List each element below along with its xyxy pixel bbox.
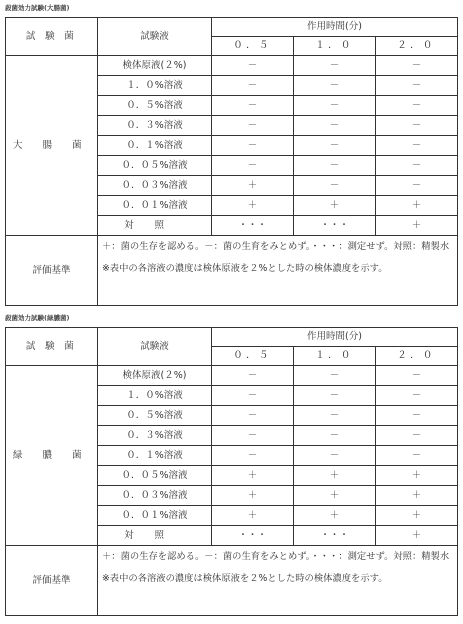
- solution-name-control: 対照: [98, 216, 212, 236]
- result-cell: ・・・: [212, 526, 294, 546]
- result-cell: －: [294, 56, 376, 76]
- solution-name: ０．１%溶液: [98, 446, 212, 466]
- result-cell: ＋: [212, 176, 294, 196]
- header-action-time: 作用時間(分): [212, 328, 458, 347]
- result-cell: －: [376, 426, 458, 446]
- evaluation-note: ※表中の各溶液の濃度は検体原液を２%とした時の検体濃度を示す。: [102, 263, 388, 275]
- result-cell: －: [294, 156, 376, 176]
- result-cell: ＋: [212, 466, 294, 486]
- result-cell: －: [212, 56, 294, 76]
- result-cell: －: [376, 96, 458, 116]
- header-time-1-0: １．０: [294, 347, 376, 366]
- result-cell: －: [376, 176, 458, 196]
- table-caption: 殺菌効力試験(緑膿菌): [5, 314, 70, 322]
- result-cell: ・・・: [212, 216, 294, 236]
- result-cell: ＋: [294, 196, 376, 216]
- result-cell: －: [294, 406, 376, 426]
- solution-name: 検体原液(２%): [98, 366, 212, 386]
- result-cell: －: [294, 96, 376, 116]
- result-cell: －: [376, 386, 458, 406]
- header-time-0-5: ０．５: [212, 347, 294, 366]
- result-cell: －: [212, 426, 294, 446]
- result-cell: －: [212, 76, 294, 96]
- result-cell: －: [294, 386, 376, 406]
- solution-name: ０．０５%溶液: [98, 156, 212, 176]
- result-cell: ＋: [376, 196, 458, 216]
- result-cell: －: [294, 116, 376, 136]
- result-cell: ＋: [376, 486, 458, 506]
- solution-name: ０．５%溶液: [98, 406, 212, 426]
- result-cell: ＋: [376, 466, 458, 486]
- result-cell: －: [376, 366, 458, 386]
- result-cell: ＋: [212, 486, 294, 506]
- evaluation-text: [98, 236, 458, 306]
- result-cell: －: [294, 76, 376, 96]
- result-cell: －: [294, 426, 376, 446]
- result-cell: －: [294, 136, 376, 156]
- header-test-organism: 試 験 菌: [6, 18, 98, 56]
- result-cell: －: [376, 156, 458, 176]
- solution-name-control: 対照: [98, 526, 212, 546]
- evaluation-note: ※表中の各溶液の濃度は検体原液を２%とした時の検体濃度を示す。: [102, 573, 388, 585]
- organism-name: 緑 膿 菌: [6, 366, 98, 546]
- solution-name: ０．０１%溶液: [98, 196, 212, 216]
- organism-name: 大 腸 菌: [6, 56, 98, 236]
- solution-name: １．０%溶液: [98, 76, 212, 96]
- bactericidal-table-pseudomonas: [5, 327, 458, 616]
- header-action-time: 作用時間(分): [212, 18, 458, 37]
- result-cell: ・・・: [294, 526, 376, 546]
- solution-name: ０．１%溶液: [98, 136, 212, 156]
- bactericidal-table-ecoli: [5, 17, 458, 306]
- solution-name: ０．５%溶液: [98, 96, 212, 116]
- solution-name: ０．３%溶液: [98, 116, 212, 136]
- solution-name: １．０%溶液: [98, 386, 212, 406]
- result-cell: －: [294, 366, 376, 386]
- solution-name: ０．０３%溶液: [98, 486, 212, 506]
- result-cell: －: [212, 116, 294, 136]
- evaluation-legend: ＋：菌の生存を認める。－：菌の生育をみとめず。・・・：測定せず。対照：精製水: [102, 241, 450, 252]
- solution-name: ０．３%溶液: [98, 426, 212, 446]
- table-caption: 殺菌効力試験(大腸菌): [5, 4, 70, 12]
- result-cell: －: [376, 56, 458, 76]
- header-time-0-5: ０．５: [212, 37, 294, 56]
- result-cell: －: [212, 386, 294, 406]
- header-time-2-0: ２．０: [376, 347, 458, 366]
- result-cell: －: [376, 446, 458, 466]
- solution-name: ０．０３%溶液: [98, 176, 212, 196]
- result-cell: －: [212, 366, 294, 386]
- solution-name: ０．０５%溶液: [98, 466, 212, 486]
- header-test-organism: 試 験 菌: [6, 328, 98, 366]
- result-cell: －: [212, 136, 294, 156]
- header-time-2-0: ２．０: [376, 37, 458, 56]
- result-cell: －: [294, 446, 376, 466]
- header-test-solution: 試験液: [98, 18, 212, 56]
- result-cell: －: [376, 116, 458, 136]
- result-cell: ＋: [212, 196, 294, 216]
- result-cell: ＋: [212, 506, 294, 526]
- result-cell: －: [212, 446, 294, 466]
- solution-name: 検体原液(２%): [98, 56, 212, 76]
- result-cell: ＋: [376, 506, 458, 526]
- result-cell: ・・・: [294, 216, 376, 236]
- solution-name: ０．０１%溶液: [98, 506, 212, 526]
- evaluation-legend: ＋：菌の生存を認める。－：菌の生育をみとめず。・・・：測定せず。対照：精製水: [102, 551, 450, 562]
- result-cell: ＋: [376, 216, 458, 236]
- result-cell: ＋: [294, 486, 376, 506]
- evaluation-label: 評価基準: [6, 546, 98, 616]
- result-cell: －: [294, 176, 376, 196]
- result-cell: －: [376, 136, 458, 156]
- result-cell: ＋: [294, 506, 376, 526]
- evaluation-text: [98, 546, 458, 616]
- result-cell: －: [212, 156, 294, 176]
- header-test-solution: 試験液: [98, 328, 212, 366]
- result-cell: ＋: [294, 466, 376, 486]
- evaluation-label: 評価基準: [6, 236, 98, 306]
- result-cell: －: [376, 76, 458, 96]
- result-cell: －: [376, 406, 458, 426]
- header-time-1-0: １．０: [294, 37, 376, 56]
- result-cell: －: [212, 96, 294, 116]
- result-cell: ＋: [376, 526, 458, 546]
- result-cell: －: [212, 406, 294, 426]
